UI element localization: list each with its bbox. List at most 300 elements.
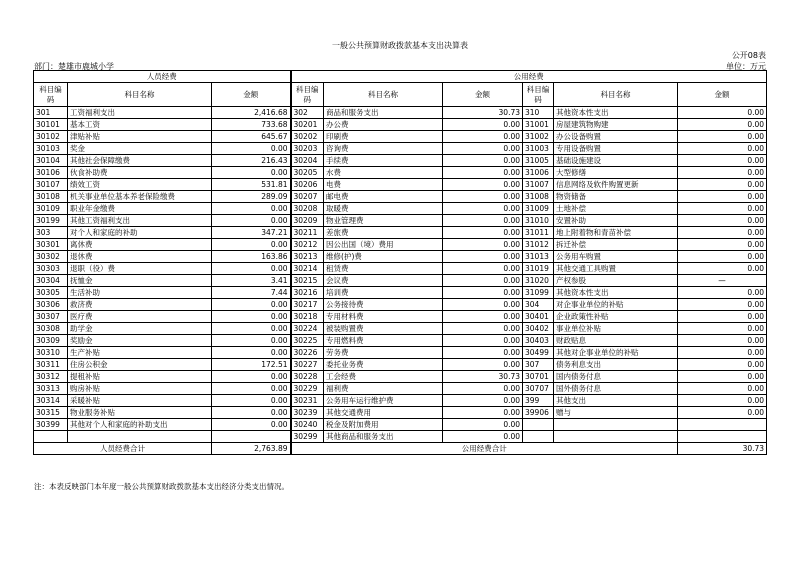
cell-amount: — xyxy=(678,275,767,287)
cell-name: 公务用车运行维护费 xyxy=(324,395,443,407)
cell-amount: 0.00 xyxy=(443,299,523,311)
cell-amount: 7.44 xyxy=(212,287,291,299)
cell-code: 304 xyxy=(523,299,554,311)
cell-code: 30104 xyxy=(34,155,68,167)
table-row xyxy=(34,167,767,179)
cell-amount: 0.00 xyxy=(678,383,767,395)
cell-amount: 0.00 xyxy=(678,371,767,383)
cell-code: 30229 xyxy=(291,383,324,395)
cell-name: 国内债务付息 xyxy=(554,371,678,383)
cell-name: 对个人和家庭的补助 xyxy=(68,227,212,239)
cell-name: 物资储备 xyxy=(554,191,678,203)
cell-code: 30211 xyxy=(291,227,324,239)
personnel-total-label: 人员经费合计 xyxy=(34,443,212,455)
cell-amount: 0.00 xyxy=(678,155,767,167)
cell-code: 31006 xyxy=(523,167,554,179)
cell-amount: 0.00 xyxy=(678,287,767,299)
cell-name: 会议费 xyxy=(324,275,443,287)
table-row xyxy=(34,311,767,323)
cell-code: 30203 xyxy=(291,143,324,155)
cell-name: 税金及附加费用 xyxy=(324,419,443,431)
cell-name: 企业政策性补贴 xyxy=(554,311,678,323)
cell-amount: 0.00 xyxy=(443,323,523,335)
cell-amount: 0.00 xyxy=(443,335,523,347)
cell-amount: 645.67 xyxy=(212,131,291,143)
cell-code xyxy=(523,419,554,431)
cell-name: 工会经费 xyxy=(324,371,443,383)
cell-code: 30311 xyxy=(34,359,68,371)
cell-amount: 0.00 xyxy=(678,263,767,275)
table-row xyxy=(34,155,767,167)
cell-code: 30214 xyxy=(291,263,324,275)
cell-amount: 0.00 xyxy=(678,107,767,119)
cell-code: 30205 xyxy=(291,167,324,179)
col-amount-header: 金额 xyxy=(678,83,767,107)
footnote: 注：本表反映部门本年度一般公共预算财政拨款基本支出经济分类支出情况。 xyxy=(34,482,289,491)
cell-code: 31003 xyxy=(523,143,554,155)
cell-code: 30101 xyxy=(34,119,68,131)
cell-code: 310 xyxy=(523,107,554,119)
unit-label: 单位：万元 xyxy=(726,62,766,71)
table-row xyxy=(34,179,767,191)
cell-amount: 0.00 xyxy=(443,311,523,323)
cell-amount: 0.00 xyxy=(212,143,291,155)
cell-name: 救济费 xyxy=(68,299,212,311)
cell-amount: 30.73 xyxy=(443,107,523,119)
cell-name: 水费 xyxy=(324,167,443,179)
cell-amount: 0.00 xyxy=(212,335,291,347)
cell-name: 财政贴息 xyxy=(554,335,678,347)
cell-name: 租赁费 xyxy=(324,263,443,275)
table-row xyxy=(34,215,767,227)
cell-amount: 0.00 xyxy=(443,239,523,251)
public-total-value: 30.73 xyxy=(678,443,767,455)
table-row xyxy=(34,263,767,275)
table-row xyxy=(34,431,767,443)
cell-amount: 0.00 xyxy=(678,311,767,323)
cell-name xyxy=(68,431,212,443)
cell-name: 提租补贴 xyxy=(68,371,212,383)
cell-name: 公务接待费 xyxy=(324,299,443,311)
public-total-label: 公用经费合计 xyxy=(291,443,678,455)
cell-code: 30206 xyxy=(291,179,324,191)
cell-name: 土地补偿 xyxy=(554,203,678,215)
cell-amount: 0.00 xyxy=(443,203,523,215)
cell-amount: 0.00 xyxy=(678,215,767,227)
cell-name: 基础设施建设 xyxy=(554,155,678,167)
cell-code: 30204 xyxy=(291,155,324,167)
cell-amount: 163.86 xyxy=(212,251,291,263)
cell-name: 赠与 xyxy=(554,407,678,419)
col-name-header: 科目名称 xyxy=(324,83,443,107)
cell-name: 其他资本性支出 xyxy=(554,107,678,119)
cell-amount: 0.00 xyxy=(443,359,523,371)
cell-amount: 0.00 xyxy=(678,179,767,191)
cell-name xyxy=(554,419,678,431)
cell-name: 事业单位补贴 xyxy=(554,323,678,335)
cell-code: 30305 xyxy=(34,287,68,299)
cell-code xyxy=(523,431,554,443)
cell-code: 30207 xyxy=(291,191,324,203)
cell-amount: 0.00 xyxy=(678,335,767,347)
table-row xyxy=(34,203,767,215)
cell-name: 其他社会保障缴费 xyxy=(68,155,212,167)
cell-code: 31009 xyxy=(523,203,554,215)
report-title: 一般公共预算财政拨款基本支出决算表 xyxy=(332,41,468,50)
cell-name: 印刷费 xyxy=(324,131,443,143)
cell-name: 津贴补贴 xyxy=(68,131,212,143)
cell-code: 30102 xyxy=(34,131,68,143)
cell-code: 31001 xyxy=(523,119,554,131)
cell-name: 工资福利支出 xyxy=(68,107,212,119)
cell-amount: 0.00 xyxy=(443,347,523,359)
cell-code: 30301 xyxy=(34,239,68,251)
cell-name: 培训费 xyxy=(324,287,443,299)
cell-amount: 0.00 xyxy=(443,407,523,419)
cell-amount: 0.00 xyxy=(443,119,523,131)
cell-amount: 0.00 xyxy=(678,347,767,359)
cell-name: 基本工资 xyxy=(68,119,212,131)
column-header-row xyxy=(34,83,767,107)
cell-amount: 0.00 xyxy=(443,263,523,275)
cell-code: 30209 xyxy=(291,215,324,227)
cell-name: 职业年金缴费 xyxy=(68,203,212,215)
cell-code: 30208 xyxy=(291,203,324,215)
section-public: 公用经费 xyxy=(291,71,767,83)
cell-code: 30240 xyxy=(291,419,324,431)
cell-code: 30107 xyxy=(34,179,68,191)
cell-code: 30304 xyxy=(34,275,68,287)
cell-name: 退职（役）费 xyxy=(68,263,212,275)
cell-amount: 0.00 xyxy=(212,167,291,179)
cell-amount: 0.00 xyxy=(678,251,767,263)
cell-amount: 0.00 xyxy=(212,395,291,407)
cell-code: 30403 xyxy=(523,335,554,347)
cell-amount: 347.21 xyxy=(212,227,291,239)
cell-code: 39906 xyxy=(523,407,554,419)
cell-code: 30199 xyxy=(34,215,68,227)
cell-code: 30215 xyxy=(291,275,324,287)
cell-name: 退休费 xyxy=(68,251,212,263)
cell-amount: 0.00 xyxy=(443,179,523,191)
cell-amount: 0.00 xyxy=(678,203,767,215)
table-row xyxy=(34,143,767,155)
cell-code: 30212 xyxy=(291,239,324,251)
cell-amount: 0.00 xyxy=(443,275,523,287)
cell-amount: 0.00 xyxy=(678,191,767,203)
cell-amount: 0.00 xyxy=(443,155,523,167)
cell-amount: 172.51 xyxy=(212,359,291,371)
cell-amount: 0.00 xyxy=(212,419,291,431)
cell-code: 31005 xyxy=(523,155,554,167)
table-row xyxy=(34,239,767,251)
table-row xyxy=(34,131,767,143)
cell-code: 302 xyxy=(291,107,324,119)
cell-amount: 0.00 xyxy=(443,419,523,431)
cell-amount: 30.73 xyxy=(443,371,523,383)
table-row xyxy=(34,299,767,311)
col-code-header: 科目编码 xyxy=(34,83,68,107)
cell-name: 住房公积金 xyxy=(68,359,212,371)
cell-name: 其他资本性支出 xyxy=(554,287,678,299)
cell-code: 30314 xyxy=(34,395,68,407)
cell-name: 其他工资福利支出 xyxy=(68,215,212,227)
cell-amount: 0.00 xyxy=(678,323,767,335)
cell-name: 因公出国（境）费用 xyxy=(324,239,443,251)
cell-name: 机关事业单位基本养老保险缴费 xyxy=(68,191,212,203)
cell-name: 购房补贴 xyxy=(68,383,212,395)
cell-code: 30239 xyxy=(291,407,324,419)
cell-code xyxy=(34,431,68,443)
table-row xyxy=(34,359,767,371)
cell-amount: 0.00 xyxy=(678,407,767,419)
cell-amount: 0.00 xyxy=(212,323,291,335)
cell-code: 30310 xyxy=(34,347,68,359)
cell-amount: 0.00 xyxy=(443,227,523,239)
cell-code: 30399 xyxy=(34,419,68,431)
cell-name: 电费 xyxy=(324,179,443,191)
cell-amount xyxy=(212,431,291,443)
cell-code: 31010 xyxy=(523,215,554,227)
col-code-header: 科目编码 xyxy=(523,83,554,107)
cell-code: 30313 xyxy=(34,383,68,395)
cell-code: 30201 xyxy=(291,119,324,131)
table-row xyxy=(34,347,767,359)
cell-amount xyxy=(678,431,767,443)
cell-code: 30108 xyxy=(34,191,68,203)
col-code-header: 科目编码 xyxy=(291,83,324,107)
cell-name: 手续费 xyxy=(324,155,443,167)
cell-name: 生活补助 xyxy=(68,287,212,299)
cell-name: 助学金 xyxy=(68,323,212,335)
cell-code: 30109 xyxy=(34,203,68,215)
cell-code: 31011 xyxy=(523,227,554,239)
cell-name: 物业服务补贴 xyxy=(68,407,212,419)
cell-amount: 0.00 xyxy=(678,131,767,143)
cell-name: 劳务费 xyxy=(324,347,443,359)
cell-amount: 0.00 xyxy=(678,395,767,407)
col-amount-header: 金额 xyxy=(443,83,523,107)
cell-name: 奖金 xyxy=(68,143,212,155)
table-row xyxy=(34,335,767,347)
cell-name: 债务利息支出 xyxy=(554,359,678,371)
cell-amount: 0.00 xyxy=(212,215,291,227)
cell-code: 31099 xyxy=(523,287,554,299)
cell-code: 31007 xyxy=(523,179,554,191)
cell-name: 办公费 xyxy=(324,119,443,131)
cell-code: 30226 xyxy=(291,347,324,359)
cell-code: 30218 xyxy=(291,311,324,323)
cell-amount: 0.00 xyxy=(443,191,523,203)
cell-amount: 0.00 xyxy=(443,143,523,155)
cell-code: 30306 xyxy=(34,299,68,311)
cell-amount: 0.00 xyxy=(678,167,767,179)
cell-name: 采暖补贴 xyxy=(68,395,212,407)
cell-name: 大型修缮 xyxy=(554,167,678,179)
cell-amount xyxy=(678,419,767,431)
cell-amount: 0.00 xyxy=(443,383,523,395)
cell-amount: 2,416.68 xyxy=(212,107,291,119)
cell-name: 产权参股 xyxy=(554,275,678,287)
cell-name: 其他对个人和家庭的补助支出 xyxy=(68,419,212,431)
col-name-header: 科目名称 xyxy=(68,83,212,107)
cell-name: 伙食补助费 xyxy=(68,167,212,179)
cell-code: 30302 xyxy=(34,251,68,263)
section-header-row xyxy=(34,71,767,83)
cell-code: 30217 xyxy=(291,299,324,311)
cell-name: 委托业务费 xyxy=(324,359,443,371)
cell-name: 离休费 xyxy=(68,239,212,251)
cell-name: 奖励金 xyxy=(68,335,212,347)
cell-amount: 0.00 xyxy=(443,395,523,407)
cell-amount: 0.00 xyxy=(443,431,523,443)
cell-code: 30227 xyxy=(291,359,324,371)
cell-name: 抚恤金 xyxy=(68,275,212,287)
cell-code: 31020 xyxy=(523,275,554,287)
cell-code: 30308 xyxy=(34,323,68,335)
cell-code: 30707 xyxy=(523,383,554,395)
cell-code: 30202 xyxy=(291,131,324,143)
cell-code: 31012 xyxy=(523,239,554,251)
cell-amount: 0.00 xyxy=(212,299,291,311)
cell-amount: 216.43 xyxy=(212,155,291,167)
cell-name: 福利费 xyxy=(324,383,443,395)
cell-amount: 0.00 xyxy=(443,215,523,227)
cell-name: 安置补助 xyxy=(554,215,678,227)
table-row xyxy=(34,119,767,131)
cell-name: 被装购置费 xyxy=(324,323,443,335)
cell-amount: 0.00 xyxy=(678,227,767,239)
cell-name: 国外债务付息 xyxy=(554,383,678,395)
cell-code: 30224 xyxy=(291,323,324,335)
cell-amount: 0.00 xyxy=(212,263,291,275)
cell-name: 专用设备购置 xyxy=(554,143,678,155)
table-row xyxy=(34,107,767,119)
cell-name: 差旅费 xyxy=(324,227,443,239)
col-amount-header: 金额 xyxy=(212,83,291,107)
cell-amount: 0.00 xyxy=(212,383,291,395)
table-row xyxy=(34,275,767,287)
table-row xyxy=(34,191,767,203)
table-row xyxy=(34,407,767,419)
cell-name: 医疗费 xyxy=(68,311,212,323)
cell-code: 30216 xyxy=(291,287,324,299)
table-row xyxy=(34,287,767,299)
expenditure-table xyxy=(33,70,767,455)
cell-amount: 0.00 xyxy=(678,299,767,311)
cell-code: 30213 xyxy=(291,251,324,263)
section-personnel: 人员经费 xyxy=(34,71,291,83)
cell-amount: 531.81 xyxy=(212,179,291,191)
cell-code: 30315 xyxy=(34,407,68,419)
totals-row xyxy=(34,443,767,455)
cell-code: 30225 xyxy=(291,335,324,347)
cell-name: 其他交通费用 xyxy=(324,407,443,419)
cell-code: 31008 xyxy=(523,191,554,203)
cell-name: 绩效工资 xyxy=(68,179,212,191)
cell-name: 商品和服务支出 xyxy=(324,107,443,119)
table-row xyxy=(34,227,767,239)
cell-name: 房屋建筑物购建 xyxy=(554,119,678,131)
cell-code: 30499 xyxy=(523,347,554,359)
cell-amount: 289.09 xyxy=(212,191,291,203)
personnel-total-value: 2,763.89 xyxy=(212,443,291,455)
cell-name: 公务用车购置 xyxy=(554,251,678,263)
cell-code: 30231 xyxy=(291,395,324,407)
cell-code: 31019 xyxy=(523,263,554,275)
cell-code: 30303 xyxy=(34,263,68,275)
cell-name: 专用燃料费 xyxy=(324,335,443,347)
cell-amount: 0.00 xyxy=(212,407,291,419)
cell-name: 地上附着物和青苗补偿 xyxy=(554,227,678,239)
cell-name xyxy=(554,431,678,443)
cell-name: 邮电费 xyxy=(324,191,443,203)
cell-code: 30106 xyxy=(34,167,68,179)
col-name-header: 科目名称 xyxy=(554,83,678,107)
cell-code: 31013 xyxy=(523,251,554,263)
table-row xyxy=(34,323,767,335)
cell-code: 30103 xyxy=(34,143,68,155)
form-number: 公开08表 xyxy=(731,51,766,60)
cell-amount: 0.00 xyxy=(212,203,291,215)
cell-name: 取暖费 xyxy=(324,203,443,215)
cell-name: 对企事业单位的补贴 xyxy=(554,299,678,311)
cell-amount: 0.00 xyxy=(678,143,767,155)
cell-amount: 0.00 xyxy=(443,287,523,299)
table-row xyxy=(34,383,767,395)
cell-amount: 0.00 xyxy=(678,119,767,131)
cell-amount: 0.00 xyxy=(212,371,291,383)
cell-name: 其他商品和服务支出 xyxy=(324,431,443,443)
cell-code: 30401 xyxy=(523,311,554,323)
cell-name: 信息网络及软件购置更新 xyxy=(554,179,678,191)
table-row xyxy=(34,371,767,383)
cell-code: 30312 xyxy=(34,371,68,383)
cell-amount: 0.00 xyxy=(212,311,291,323)
cell-name: 咨询费 xyxy=(324,143,443,155)
cell-amount: 3.41 xyxy=(212,275,291,287)
cell-code: 30701 xyxy=(523,371,554,383)
cell-name: 维修(护)费 xyxy=(324,251,443,263)
cell-code: 30307 xyxy=(34,311,68,323)
cell-name: 专用材料费 xyxy=(324,311,443,323)
cell-amount: 0.00 xyxy=(443,251,523,263)
cell-code: 31002 xyxy=(523,131,554,143)
cell-name: 办公设备购置 xyxy=(554,131,678,143)
table-row xyxy=(34,419,767,431)
cell-name: 拆迁补偿 xyxy=(554,239,678,251)
cell-amount: 0.00 xyxy=(212,347,291,359)
cell-name: 其他对企事业单位的补贴 xyxy=(554,347,678,359)
cell-code: 30402 xyxy=(523,323,554,335)
table-row xyxy=(34,251,767,263)
cell-amount: 733.68 xyxy=(212,119,291,131)
cell-name: 其他支出 xyxy=(554,395,678,407)
cell-code: 307 xyxy=(523,359,554,371)
cell-amount: 0.00 xyxy=(212,239,291,251)
cell-amount: 0.00 xyxy=(678,239,767,251)
department-label: 部门：楚雄市鹿城小学 xyxy=(34,62,114,71)
cell-code: 30299 xyxy=(291,431,324,443)
cell-name: 其他交通工具购置 xyxy=(554,263,678,275)
cell-amount: 0.00 xyxy=(443,131,523,143)
table-row xyxy=(34,395,767,407)
cell-code: 30228 xyxy=(291,371,324,383)
cell-amount: 0.00 xyxy=(443,167,523,179)
cell-amount: 0.00 xyxy=(678,359,767,371)
cell-code: 301 xyxy=(34,107,68,119)
cell-code: 30309 xyxy=(34,335,68,347)
